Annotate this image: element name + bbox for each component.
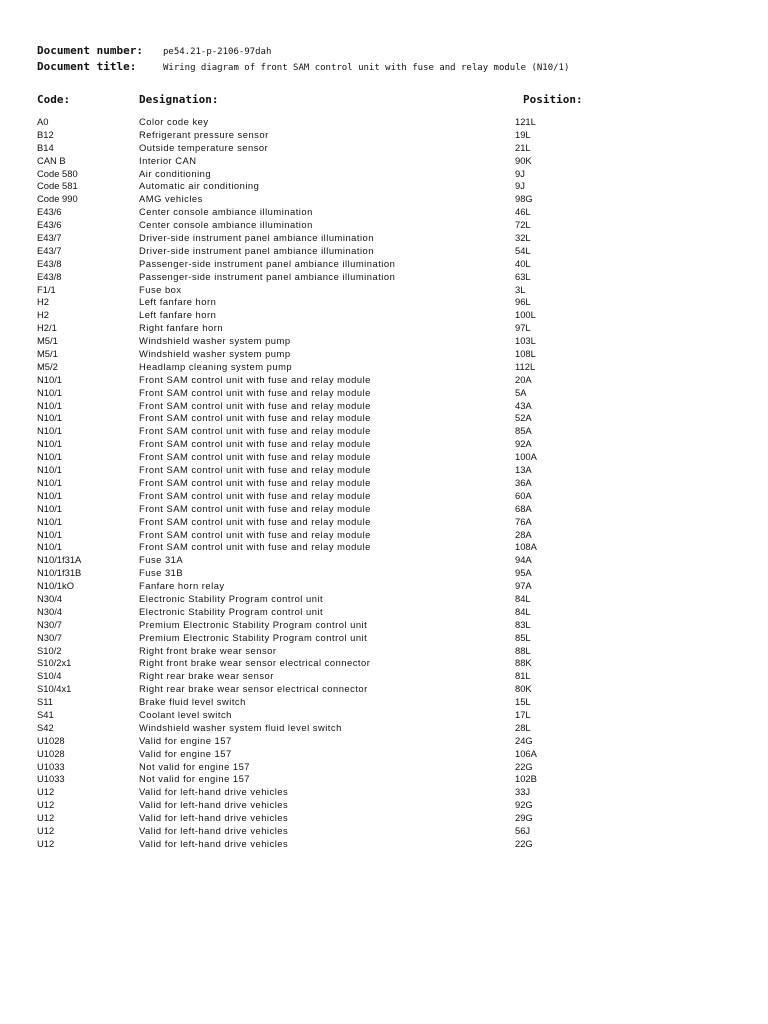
table-row: [0, 619, 768, 632]
row-code: S41: [37, 708, 54, 720]
row-position: 84L: [515, 592, 531, 604]
row-position: 76A: [515, 515, 532, 527]
row-designation: Electronic Stability Program control unit: [139, 592, 324, 604]
row-designation: Fuse box: [139, 283, 182, 295]
document-title: [37, 60, 569, 73]
row-designation: Headlamp cleaning system pump: [139, 360, 293, 372]
table-row: [0, 193, 768, 206]
row-designation: Valid for engine 157: [139, 747, 232, 759]
row-code: S10/2x1: [37, 657, 72, 669]
table-row: [0, 567, 768, 580]
row-position: 85L: [515, 631, 531, 643]
row-position: 96L: [515, 296, 531, 308]
row-position: 36A: [515, 476, 532, 488]
row-designation: Coolant level switch: [139, 708, 232, 720]
table-row: [0, 425, 768, 438]
row-designation: Valid for engine 157: [139, 734, 232, 746]
row-position: 43A: [515, 399, 532, 411]
row-position: 97A: [515, 580, 532, 592]
row-code: H2/1: [37, 322, 57, 334]
row-designation: Right rear brake wear sensor: [139, 670, 274, 682]
row-code: N10/1f31B: [37, 567, 82, 579]
row-position: 100L: [515, 309, 536, 321]
table-row: [0, 271, 768, 284]
row-code: N10/1: [37, 502, 63, 514]
row-position: 84L: [515, 605, 531, 617]
row-position: 17L: [515, 708, 531, 720]
table-row: [0, 580, 768, 593]
row-position: 56J: [515, 824, 531, 836]
table-row: [0, 129, 768, 142]
table-row: [0, 206, 768, 219]
table-row: [0, 245, 768, 258]
row-designation: Right fanfare horn: [139, 322, 224, 334]
row-position: 108A: [515, 541, 537, 553]
row-designation: Fanfare horn relay: [139, 580, 225, 592]
row-position: 40L: [515, 257, 531, 269]
table-row: [0, 387, 768, 400]
row-designation: Windshield washer system fluid level switch: [139, 721, 342, 733]
table-row: [0, 812, 768, 825]
document-number-value: pe54.21-p-2106-97dah: [163, 47, 272, 57]
row-code: B14: [37, 141, 54, 153]
row-code: E43/7: [37, 232, 62, 244]
row-designation: Valid for left-hand drive vehicles: [139, 786, 289, 798]
table-row: [0, 477, 768, 490]
row-position: 60A: [515, 489, 532, 501]
row-position: 68A: [515, 502, 532, 514]
row-designation: Outside temperature sensor: [139, 141, 269, 153]
row-position: 106A: [515, 747, 537, 759]
row-code: Code 581: [37, 180, 78, 192]
row-designation: Front SAM control unit with fuse and relay module: [139, 425, 371, 437]
table-row: [0, 541, 768, 554]
row-designation: Front SAM control unit with fuse and relay module: [139, 412, 371, 424]
table-row: [0, 696, 768, 709]
row-code: N30/4: [37, 605, 63, 617]
row-position: 29G: [515, 812, 533, 824]
row-position: 20A: [515, 373, 532, 385]
row-designation: Right front brake wear sensor electrical connector: [139, 657, 371, 669]
table-row: [0, 722, 768, 735]
row-position: 52A: [515, 412, 532, 424]
table-row: [0, 503, 768, 516]
row-code: N10/1: [37, 476, 63, 488]
row-position: 98G: [515, 193, 533, 205]
table-row: [0, 838, 768, 851]
row-designation: Center console ambiance illumination: [139, 206, 313, 218]
table-row: [0, 412, 768, 425]
table-row: [0, 786, 768, 799]
row-code: N30/4: [37, 592, 63, 604]
row-position: 3L: [515, 283, 526, 295]
row-designation: Valid for left-hand drive vehicles: [139, 837, 289, 849]
row-position: 22G: [515, 837, 533, 849]
row-code: U1033: [37, 760, 65, 772]
row-code: N10/1f31A: [37, 554, 82, 566]
row-code: N10/1: [37, 373, 63, 385]
table-row: [0, 464, 768, 477]
table-row: [0, 335, 768, 348]
row-position: 102B: [515, 773, 537, 785]
row-position: 112L: [515, 360, 536, 372]
row-designation: Electronic Stability Program control unit: [139, 605, 324, 617]
row-code: E43/6: [37, 206, 62, 218]
row-code: CAN B: [37, 154, 66, 166]
row-position: 24G: [515, 734, 533, 746]
table-row: [0, 451, 768, 464]
row-position: 28A: [515, 528, 532, 540]
row-code: N10/1: [37, 451, 63, 463]
row-designation: Front SAM control unit with fuse and relay module: [139, 399, 371, 411]
row-code: M5/1: [37, 335, 58, 347]
row-code: U12: [37, 812, 55, 824]
row-designation: Premium Electronic Stability Program control unit: [139, 618, 368, 630]
document-number: [37, 44, 271, 57]
row-code: N10/1: [37, 489, 63, 501]
row-code: N10/1: [37, 425, 63, 437]
row-position: 100A: [515, 451, 537, 463]
row-designation: Passenger-side instrument panel ambiance illumination: [139, 257, 396, 269]
row-designation: Front SAM control unit with fuse and relay module: [139, 528, 371, 540]
row-code: U12: [37, 799, 55, 811]
row-code: S10/2: [37, 644, 62, 656]
row-code: N10/1: [37, 515, 63, 527]
row-code: N30/7: [37, 631, 63, 643]
row-designation: Front SAM control unit with fuse and relay module: [139, 451, 371, 463]
row-position: 85A: [515, 425, 532, 437]
row-designation: Passenger-side instrument panel ambiance illumination: [139, 270, 396, 282]
row-designation: Front SAM control unit with fuse and relay module: [139, 373, 371, 385]
document-title-value: Wiring diagram of front SAM control unit with fuse and relay module (N10/1): [163, 63, 570, 73]
table-row: [0, 180, 768, 193]
row-position: 88L: [515, 644, 531, 656]
row-designation: Color code key: [139, 116, 209, 127]
row-position: 21L: [515, 141, 531, 153]
table-row: [0, 296, 768, 309]
row-position: 22G: [515, 760, 533, 772]
row-code: N10/1: [37, 464, 63, 476]
row-code: U12: [37, 824, 55, 836]
row-code: N10/1: [37, 438, 63, 450]
row-designation: Windshield washer system pump: [139, 335, 291, 347]
table-row: [0, 516, 768, 529]
table-row: [0, 348, 768, 361]
row-code: S10/4x1: [37, 683, 72, 695]
row-code: A0: [37, 116, 49, 127]
table-row: [0, 168, 768, 181]
table-row: [0, 645, 768, 658]
row-code: F1/1: [37, 283, 56, 295]
row-code: N10/1: [37, 399, 63, 411]
column-header-position: Position:: [523, 93, 583, 106]
row-designation: Right front brake wear sensor: [139, 644, 277, 656]
row-code: U1028: [37, 734, 65, 746]
row-designation: Front SAM control unit with fuse and relay module: [139, 386, 371, 398]
row-designation: Refrigerant pressure sensor: [139, 128, 269, 140]
table-row: [0, 438, 768, 451]
row-position: 33J: [515, 786, 531, 798]
table-row: [0, 232, 768, 245]
row-position: 81L: [515, 670, 531, 682]
row-designation: Brake fluid level switch: [139, 696, 246, 708]
table-row: [0, 761, 768, 774]
table-row: [0, 773, 768, 786]
row-position: 80K: [515, 683, 532, 695]
row-code: H2: [37, 309, 49, 321]
row-position: 5A: [515, 386, 527, 398]
row-position: 63L: [515, 270, 531, 282]
table-row: [0, 670, 768, 683]
table-row: [0, 155, 768, 168]
row-position: 28L: [515, 721, 531, 733]
component-table: [0, 116, 768, 851]
document-title-label: Document title:: [37, 60, 137, 73]
row-code: H2: [37, 296, 49, 308]
row-designation: AMG vehicles: [139, 193, 203, 205]
row-code: M5/2: [37, 360, 58, 372]
table-row: [0, 284, 768, 297]
row-position: 97L: [515, 322, 531, 334]
row-code: S10/4: [37, 670, 62, 682]
row-designation: Automatic air conditioning: [139, 180, 260, 192]
row-designation: Left fanfare horn: [139, 309, 217, 321]
table-row: [0, 825, 768, 838]
document-number-label: Document number:: [37, 44, 143, 57]
row-position: 15L: [515, 696, 531, 708]
row-designation: Not valid for engine 157: [139, 773, 251, 785]
row-designation: Valid for left-hand drive vehicles: [139, 812, 289, 824]
table-row: [0, 400, 768, 413]
row-designation: Front SAM control unit with fuse and relay module: [139, 476, 371, 488]
column-header-code: Code:: [37, 93, 71, 106]
row-code: U12: [37, 837, 55, 849]
table-row: [0, 309, 768, 322]
row-code: E43/7: [37, 244, 62, 256]
row-code: N10/1: [37, 412, 63, 424]
row-code: N30/7: [37, 618, 63, 630]
row-position: 121L: [515, 116, 536, 127]
table-row: [0, 748, 768, 761]
row-designation: Driver-side instrument panel ambiance illumination: [139, 232, 374, 244]
row-designation: Valid for left-hand drive vehicles: [139, 799, 289, 811]
table-row: [0, 361, 768, 374]
table-row: [0, 606, 768, 619]
row-code: U1028: [37, 747, 65, 759]
table-row: [0, 709, 768, 722]
table-row: [0, 554, 768, 567]
row-position: 32L: [515, 232, 531, 244]
column-header-designation: Designation:: [139, 93, 219, 106]
table-row: [0, 258, 768, 271]
row-code: N10/1: [37, 541, 63, 553]
row-position: 72L: [515, 219, 531, 231]
row-designation: Premium Electronic Stability Program control unit: [139, 631, 368, 643]
row-code: E43/8: [37, 257, 62, 269]
row-designation: Windshield washer system pump: [139, 348, 291, 360]
row-designation: Left fanfare horn: [139, 296, 217, 308]
row-designation: Front SAM control unit with fuse and relay module: [139, 438, 371, 450]
table-row: [0, 322, 768, 335]
row-position: 92G: [515, 799, 533, 811]
row-code: N10/1: [37, 386, 63, 398]
row-code: Code 580: [37, 167, 78, 179]
row-position: 94A: [515, 554, 532, 566]
row-code: Code 990: [37, 193, 78, 205]
row-designation: Not valid for engine 157: [139, 760, 251, 772]
row-designation: Driver-side instrument panel ambiance illumination: [139, 244, 374, 256]
row-position: 103L: [515, 335, 536, 347]
row-designation: Fuse 31A: [139, 554, 184, 566]
row-position: 13A: [515, 464, 532, 476]
row-designation: Front SAM control unit with fuse and relay module: [139, 489, 371, 501]
row-designation: Right rear brake wear sensor electrical connector: [139, 683, 368, 695]
table-row: [0, 683, 768, 696]
table-row: [0, 529, 768, 542]
table-row: [0, 490, 768, 503]
row-position: 9J: [515, 167, 525, 179]
row-designation: Center console ambiance illumination: [139, 219, 313, 231]
row-code: B12: [37, 128, 54, 140]
row-position: 9J: [515, 180, 525, 192]
row-designation: Front SAM control unit with fuse and relay module: [139, 515, 371, 527]
row-designation: Front SAM control unit with fuse and relay module: [139, 541, 371, 553]
table-row: [0, 219, 768, 232]
row-position: 83L: [515, 618, 531, 630]
row-code: S11: [37, 696, 53, 708]
table-row: [0, 142, 768, 155]
row-position: 46L: [515, 206, 531, 218]
row-code: M5/1: [37, 348, 58, 360]
row-position: 108L: [515, 348, 536, 360]
table-row: [0, 593, 768, 606]
row-code: U12: [37, 786, 55, 798]
table-row: [0, 374, 768, 387]
table-row: [0, 657, 768, 670]
row-designation: Valid for left-hand drive vehicles: [139, 824, 289, 836]
row-position: 19L: [515, 128, 531, 140]
row-position: 95A: [515, 567, 532, 579]
table-row: [0, 735, 768, 748]
row-position: 88K: [515, 657, 532, 669]
table-row: [0, 116, 768, 129]
row-designation: Front SAM control unit with fuse and relay module: [139, 502, 371, 514]
row-designation: Air conditioning: [139, 167, 212, 179]
table-row: [0, 632, 768, 645]
row-code: E43/6: [37, 219, 62, 231]
row-position: 90K: [515, 154, 532, 166]
row-code: N10/1kO: [37, 580, 74, 592]
row-code: S42: [37, 721, 54, 733]
row-code: E43/8: [37, 270, 62, 282]
row-designation: Fuse 31B: [139, 567, 184, 579]
row-code: U1033: [37, 773, 65, 785]
row-position: 92A: [515, 438, 532, 450]
row-code: N10/1: [37, 528, 63, 540]
table-row: [0, 799, 768, 812]
row-designation: Interior CAN: [139, 154, 197, 166]
row-designation: Front SAM control unit with fuse and relay module: [139, 464, 371, 476]
row-position: 54L: [515, 244, 531, 256]
